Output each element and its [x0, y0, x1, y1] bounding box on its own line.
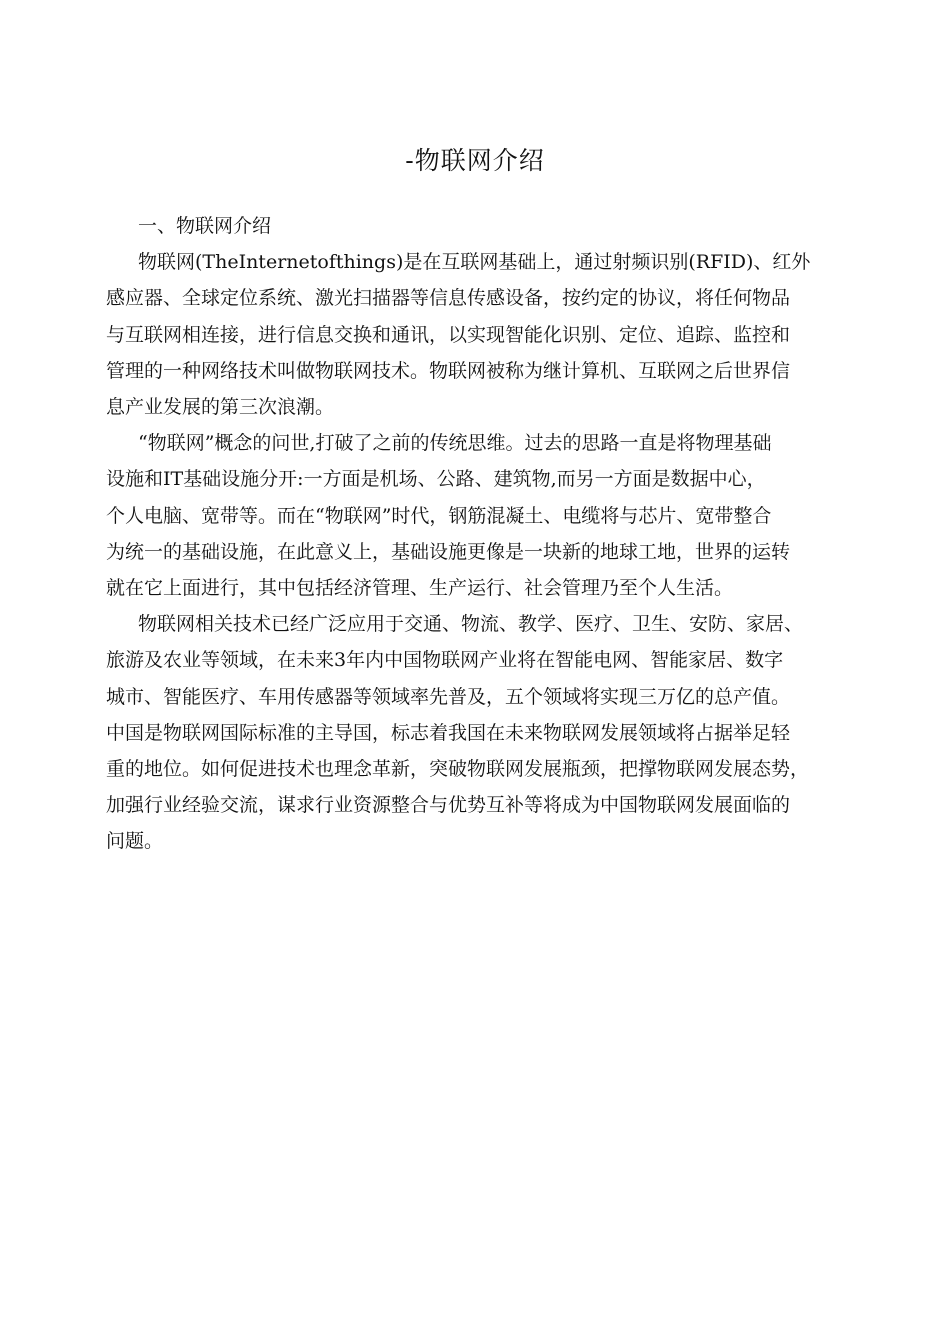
paragraph-line: 管理的一种网络技术叫做物联网技术。物联网被称为继计算机、互联网之后世界信: [106, 359, 791, 382]
paragraph-line: 设施和IT基础设施分开:一方面是机场、公路、建筑物,而另一方面是数据中心，: [106, 468, 766, 491]
paragraph-line: 息产业发展的第三次浪潮。: [106, 396, 335, 419]
paragraph-2: [106, 425, 848, 606]
paragraph-line: 问题。: [106, 830, 164, 853]
document-body: [106, 208, 848, 860]
paragraph-line: 物联网(TheInternetofthings)是在互联网基础上，通过射频识别(RFID)、红外: [138, 251, 811, 274]
paragraph-line: 与互联网相连接，进行信息交换和通讯，以实现智能化识别、定位、追踪、监控和: [106, 323, 791, 346]
paragraph-3: [106, 606, 848, 859]
paragraph-line: “物联网”概念的问世,打破了之前的传统思维。过去的思路一直是将物理基础: [138, 432, 772, 455]
paragraph-line: 感应器、全球定位系统、激光扫描器等信息传感设备，按约定的协议，将任何物品: [106, 287, 791, 310]
paragraph-line: 重的地位。如何促进技术也理念革新，突破物联网发展瓶颈，把撑物联网发展态势，: [106, 758, 810, 781]
section-heading: 一、物联网介绍: [138, 215, 272, 237]
paragraph-line: 城市、智能医疗、车用传感器等领域率先普及，五个领域将实现三万亿的总产值。: [106, 685, 791, 708]
document-title: -物联网介绍: [405, 146, 545, 175]
paragraph-line: 中国是物联网国际标准的主导国，标志着我国在未来物联网发展领域将占据举足轻: [106, 721, 791, 744]
paragraph-line: 个人电脑、宽带等。而在“物联网”时代，钢筋混凝土、电缆将与芯片、宽带整合: [106, 504, 772, 527]
paragraph-line: 旅游及农业等领域，在未来3年内中国物联网产业将在智能电网、智能家居、数字: [106, 649, 784, 672]
paragraph-line: 就在它上面进行，其中包括经济管理、生产运行、社会管理乃至个人生活。: [106, 577, 734, 600]
paragraph-line: 加强行业经验交流，谋求行业资源整合与优势互补等将成为中国物联网发展面临的: [106, 794, 791, 817]
paragraph-1: [106, 244, 848, 425]
paragraph-line: 物联网相关技术已经广泛应用于交通、物流、教学、医疗、卫生、安防、家居、: [138, 613, 804, 636]
paragraph-line: 为统一的基础设施，在此意义上，基础设施更像是一块新的地球工地，世界的运转: [106, 540, 791, 563]
